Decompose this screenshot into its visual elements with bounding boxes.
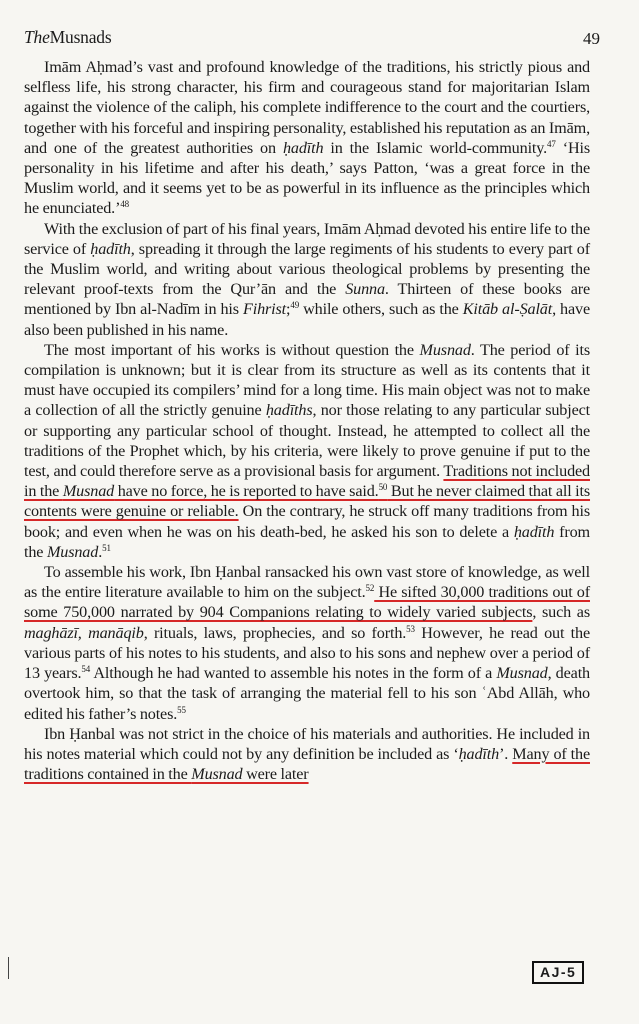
exhibit-tag: AJ-5 <box>532 961 584 984</box>
footnote-ref-55: 55 <box>177 704 186 715</box>
footnote-ref-51: 51 <box>102 542 111 553</box>
underlined-passage-3: Many of the traditions contained in the Musnad were later <box>24 744 590 784</box>
footnote-ref-48: 48 <box>120 199 130 210</box>
footnote-ref-50: 50 <box>378 482 388 493</box>
footnote-ref-52: 52 <box>365 583 375 594</box>
underlined-passage-1: Traditions not included in the Musnad have no force, he is reported to have said.$^{50}$ But he never claimed that all its contents were genuine or reliable. <box>24 462 591 521</box>
paragraph-1: Imām Aḥmad’s vast and profound knowledge of the traditions, his strictly pious and selfless life, his strong character, his firm and courageous stand for majoritarian Islam against the violence of the caliph, his complete indifference to the court and the courtiers, together with his forceful and inspiring personality, established his reputation as an Imām, and one of the greatest authorities on ḥadīth in the Islamic world-community.$^{47}$ ‘His personality in his lifetime and after his death,’ says Patton, ‘was a great force in the Muslim world, and it seems yet to be as powerful in its influence as the principles which he enunciated.’$^{48}$ <box>24 58 591 218</box>
body-text <box>24 57 590 784</box>
paragraph-2: With the exclusion of part of his final years, Imām Aḥmad devoted his entire life to the service of ḥadīth, spreading it through the large regiments of his students to every part of the Muslim world, and writing about various theological problems by presenting the relevant proof-texts from the Qur’ān and the Sunna. Thirteen of these books are mentioned by Ibn al-Nadīm in his Fihrist;$^{49}$ while others, such as the Kitāb al-Ṣalāt, have also been published in his name. <box>24 219 591 339</box>
footnote-ref-54: 54 <box>81 664 91 675</box>
underlined-passage-2: He sifted 30,000 traditions out of some 750,000 narrated by 904 Companions relating to widely varied subjects <box>24 583 590 622</box>
running-title: TheMusnads <box>24 27 112 47</box>
footnote-ref-49: 49 <box>290 300 300 311</box>
paragraph-4: To assemble his work, Ibn Ḥanbal ransacked his own vast store of knowledge, as well as the entire literature available to him on the subject.$^{52}$ He sifted 30,000 traditions out of some 750,000 narrated by 904 Companions relating to widely varied subjects, such as maghāzī, manāqib, rituals, laws, prophecies, and so forth.$^{53}$ However, he read out the various parts of his notes to his students, and also to his sons and nephew over a period of 13 years.$^{54}$ Although he had wanted to assemble his notes in the form of a Musnad, death overtook him, so that the task of arranging the material fell to his son ʿAbd Allāh, who edited his father’s notes.$^{55}$ <box>24 563 590 723</box>
footnote-ref-47: 47 <box>547 138 556 149</box>
paragraph-3: The most important of his works is without question the Musnad. The period of its compilation is unknown; but it is clear from its structure as well as its contents that it must have occupied its compilers’ mind for a long time. His main object was not to make a collection of all the strictly genuine ḥadīths, nor those relating to any particular subject or supporting any particular school of thought. Instead, he attempted to collect all the traditions of the Prophet which, by his criteria, were likely to prove genuine if put to the test, and could therefore serve as a provisional basis for argument. Traditions not included in the Musnad have no force, he is reported to have said.$^{50}$ But he never claimed that all its contents were genuine or reliable. On the contrary, he struck off many traditions from his book; and even when he was on his death-bed, he asked his son to delete a ḥadīth from the Musnad.$^{51}$ <box>24 340 591 561</box>
page-number: 49 <box>583 29 600 48</box>
margin-mark <box>8 957 9 979</box>
footnote-ref-53: 53 <box>406 623 415 634</box>
paragraph-5: Ibn Ḥanbal was not strict in the choice of his materials and authorities. He included in his notes material which could not by any definition be included as ‘ḥadīth’. Many of the traditions contained in the Musnad were later <box>24 724 590 784</box>
